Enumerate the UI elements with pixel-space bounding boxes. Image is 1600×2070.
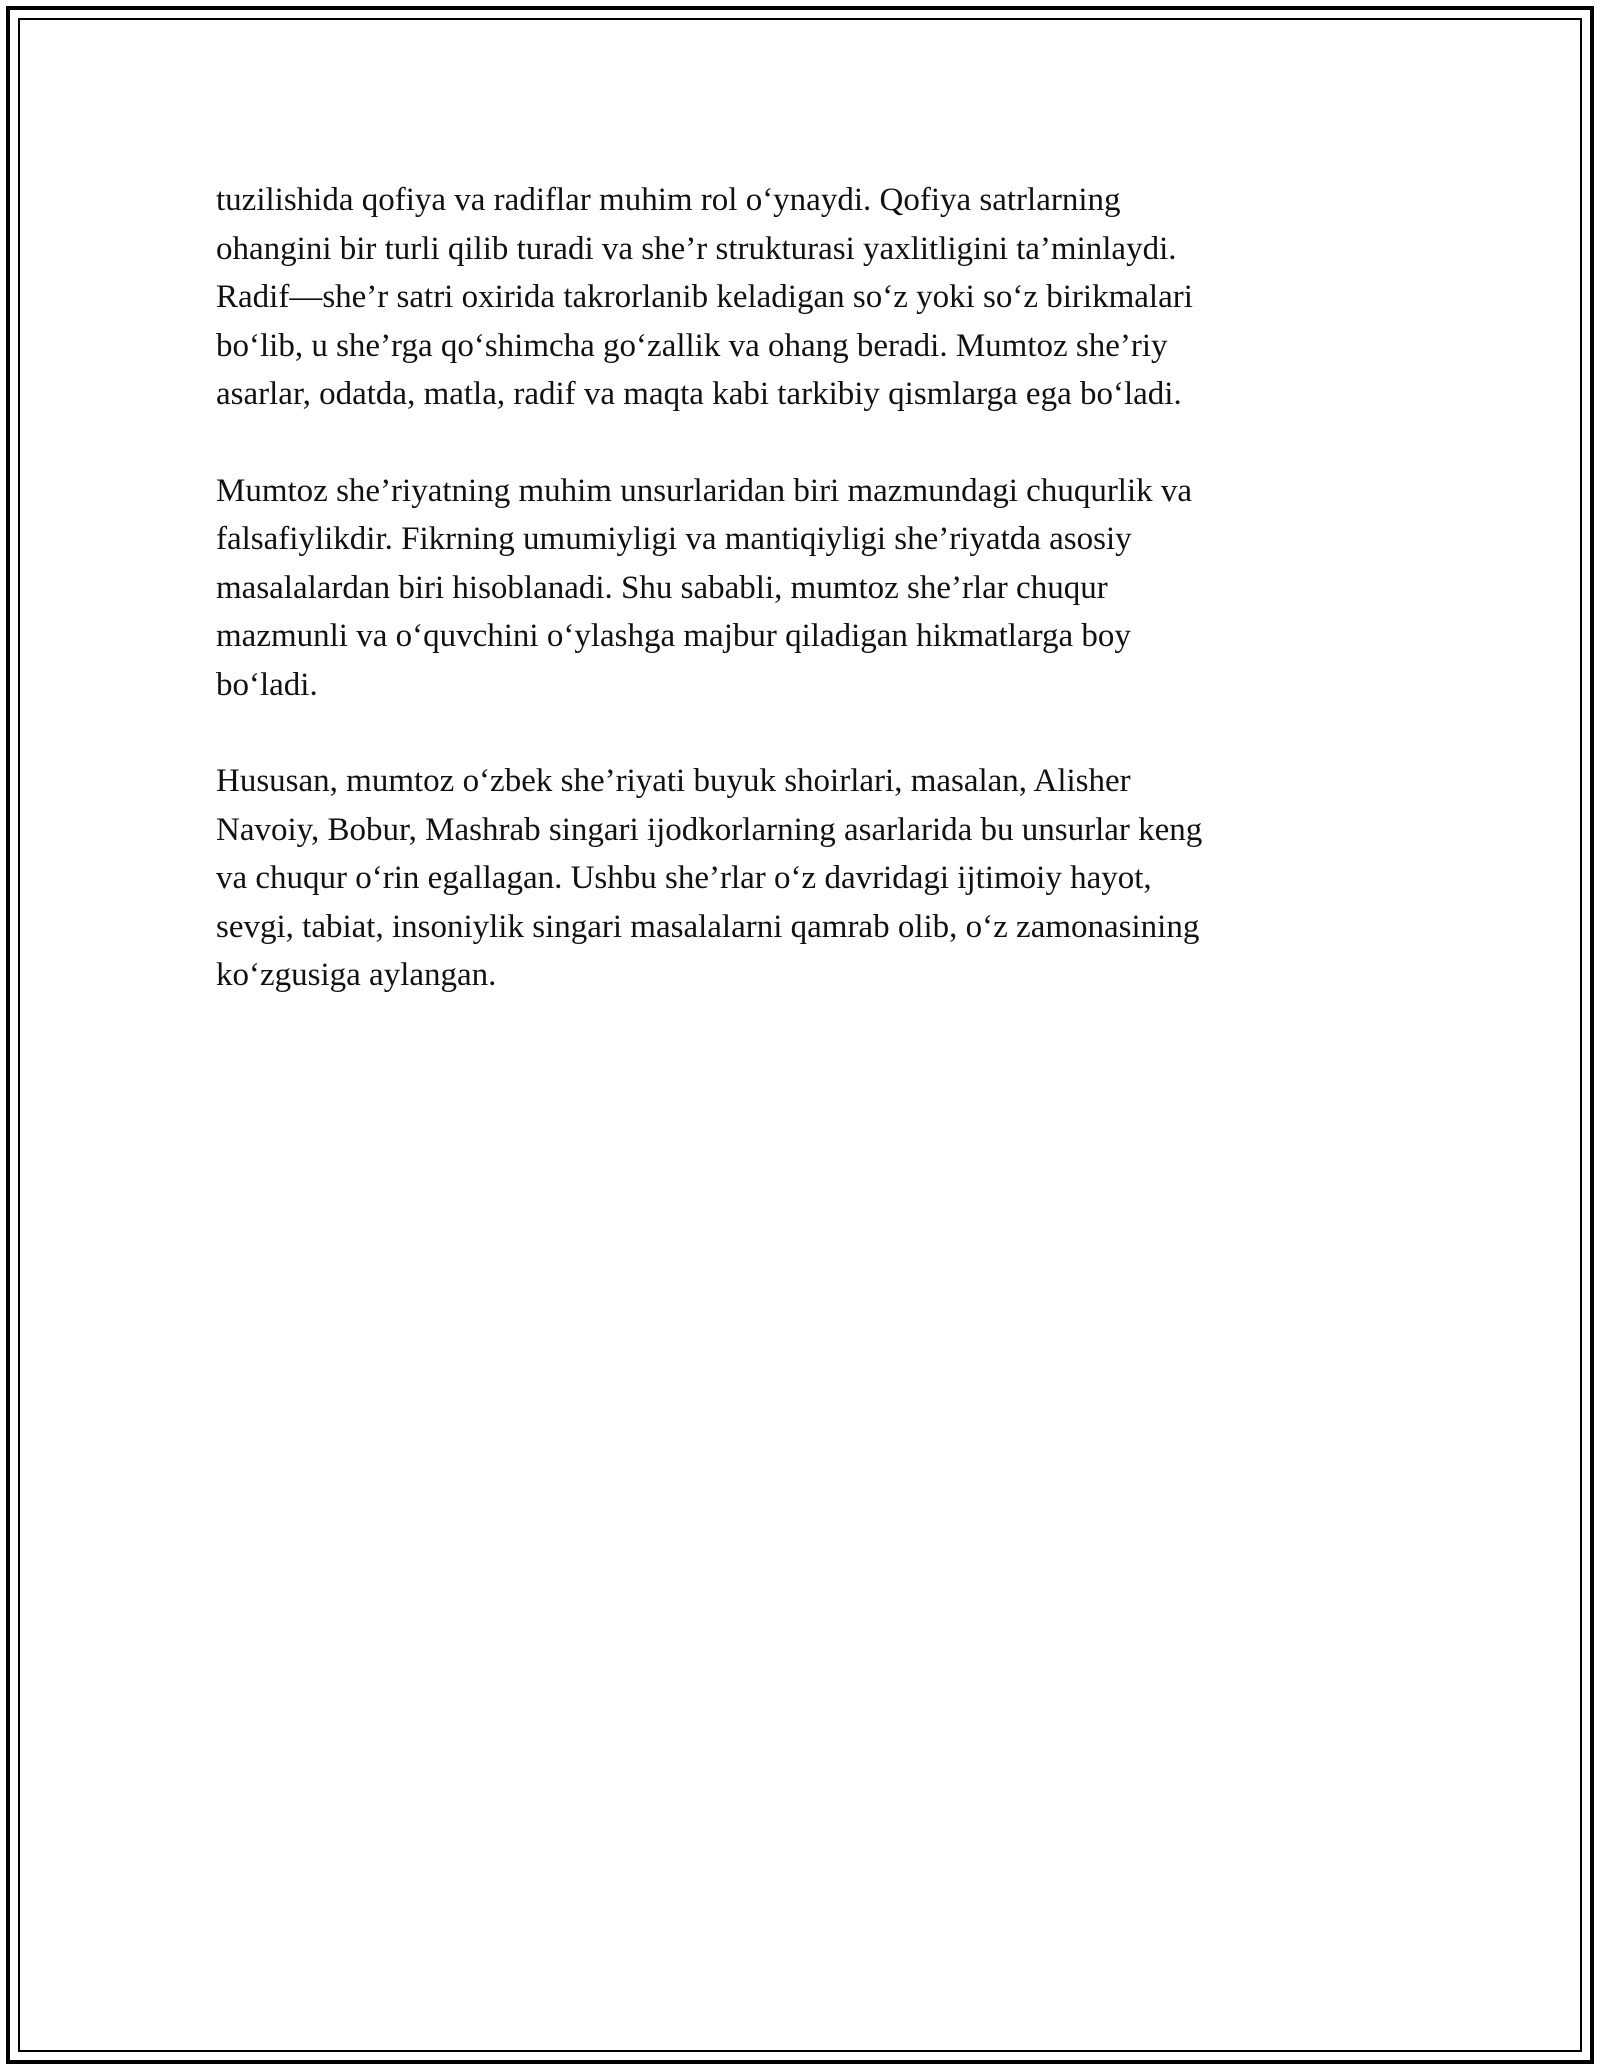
text-line: masalalardan biri hisoblanadi. Shu sababli, mumtoz she’rlar chuqur bbox=[216, 569, 1108, 606]
paragraph-3 bbox=[216, 757, 1346, 1000]
text-line: falsafiylikdir. Fikrning umumiyligi va mantiqiyligi she’riyatda asosiy bbox=[216, 521, 1132, 557]
paragraph-1 bbox=[216, 176, 1346, 419]
text-line: ko‘zgusiga aylangan. bbox=[216, 957, 497, 993]
document-body bbox=[216, 176, 1346, 1048]
text-line: ohangini bir turli qilib turadi va she’r strukturasi yaxlitligini ta’minlaydi. bbox=[216, 230, 1177, 267]
paragraph-2 bbox=[216, 467, 1346, 710]
text-line: bo‘lib, u she’rga qo‘shimcha go‘zallik va ohang beradi. Mumtoz she’riy bbox=[216, 327, 1168, 364]
text-line: Hususan, mumtoz o‘zbek she’riyati buyuk shoirlari, masalan, Alisher bbox=[216, 763, 1131, 799]
text-line: Navoiy, Bobur, Mashrab singari ijodkorlarning asarlarida bu unsurlar keng bbox=[216, 811, 1203, 848]
text-line: mazmunli va o‘quvchini o‘ylashga majbur qiladigan hikmatlarga boy bbox=[216, 618, 1131, 654]
text-line: sevgi, tabiat, insoniylik singari masalalarni qamrab olib, o‘z zamonasining bbox=[216, 908, 1200, 945]
text-line: tuzilishida qofiya va radiflar muhim rol o‘ynaydi. Qofiya satrlarning bbox=[216, 182, 1121, 218]
text-line: Radif—she’r satri oxirida takrorlanib keladigan so‘z yoki so‘z birikmalari bbox=[216, 279, 1193, 315]
text-line: bo‘ladi. bbox=[216, 666, 318, 703]
text-line: asarlar, odatda, matla, radif va maqta kabi tarkibiy qismlarga ega bo‘ladi. bbox=[216, 376, 1182, 412]
text-line: Mumtoz she’riyatning muhim unsurlaridan biri mazmundagi chuqurlik va bbox=[216, 472, 1193, 509]
text-line: va chuqur o‘rin egallagan. Ushbu she’rlar o‘z davridagi ijtimoiy hayot, bbox=[216, 860, 1152, 896]
